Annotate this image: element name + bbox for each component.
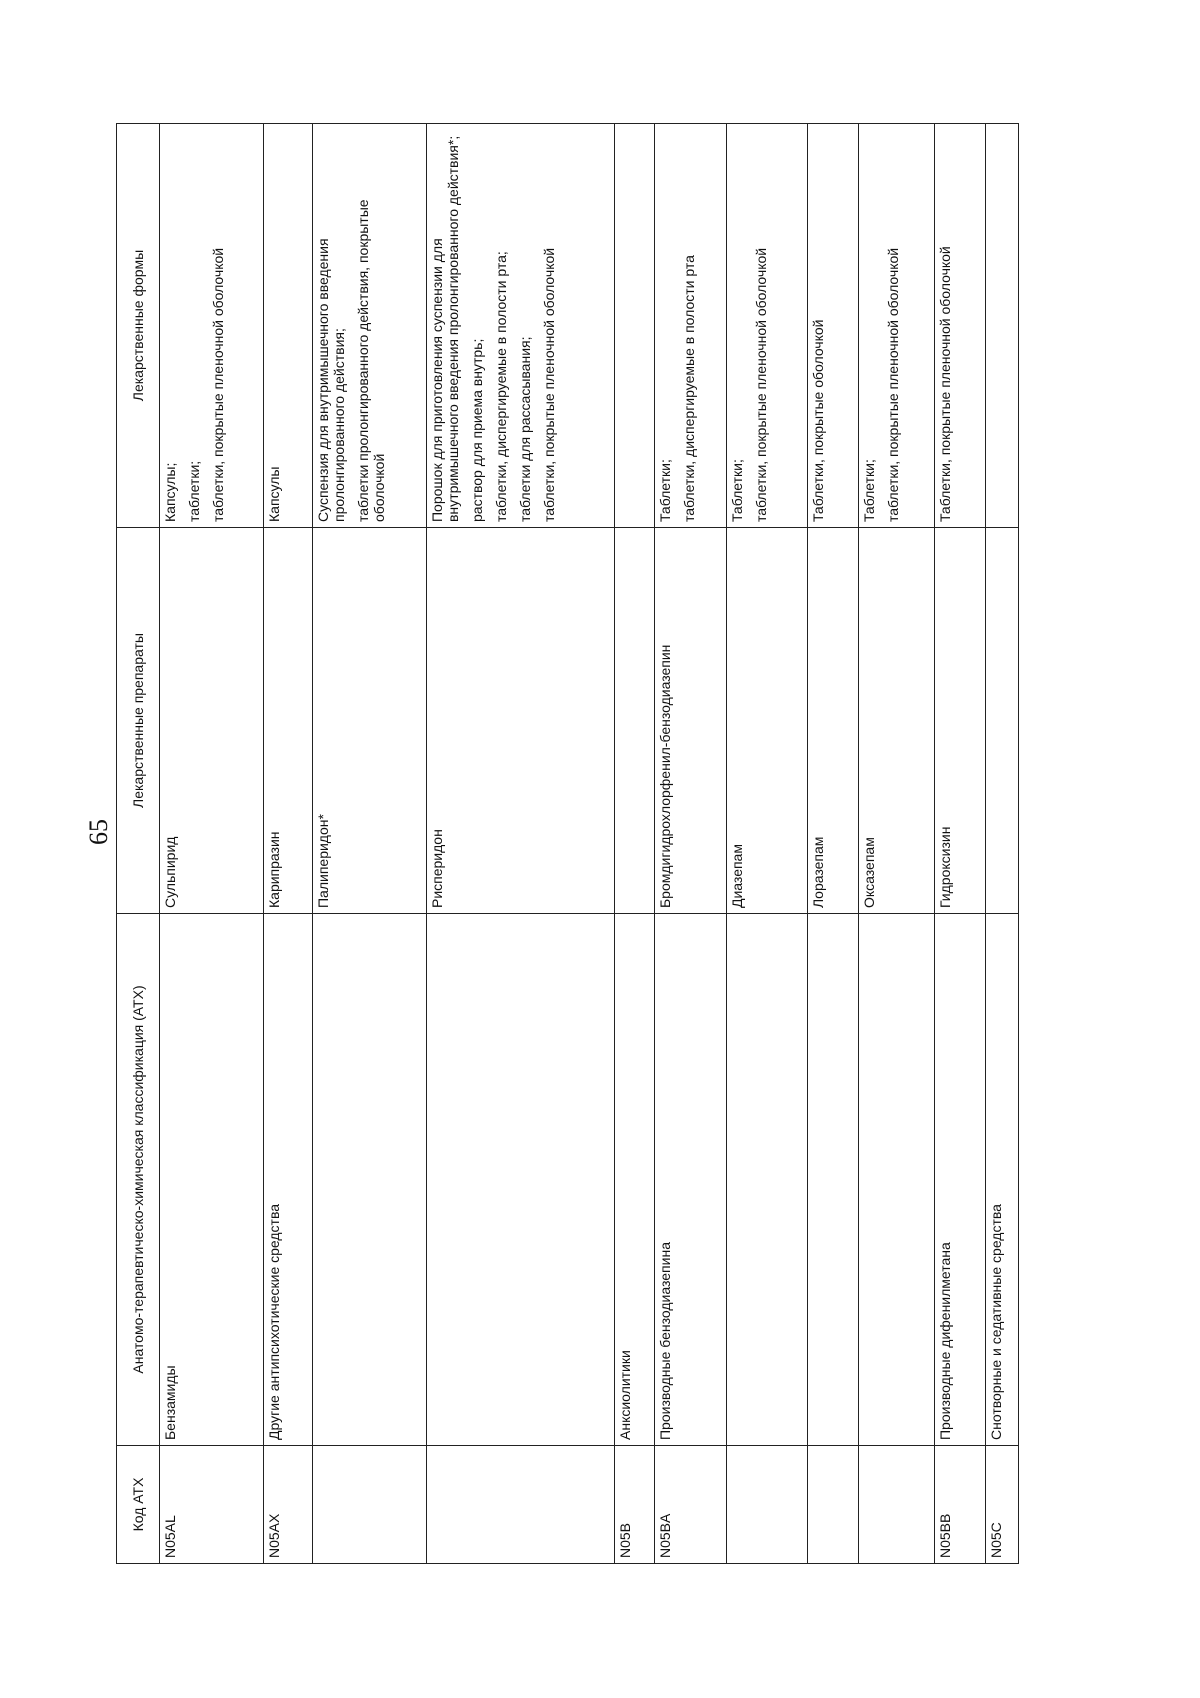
header-row bbox=[117, 124, 160, 1564]
cell-atc bbox=[727, 914, 808, 1446]
table-row bbox=[727, 124, 808, 1564]
cell-forms bbox=[160, 124, 264, 528]
form-line: Таблетки, покрытые оболочкой bbox=[810, 319, 826, 522]
cell-drug: Бромдигидрохлорфенил-бензодиазепин bbox=[655, 528, 727, 914]
cell-atc bbox=[808, 914, 859, 1446]
cell-code: N05B bbox=[615, 1446, 655, 1564]
cell-atc: Производные дифенилметана bbox=[935, 914, 986, 1446]
cell-forms bbox=[313, 124, 427, 528]
table-row bbox=[427, 124, 615, 1564]
cell-drug bbox=[986, 528, 1019, 914]
form-line: таблетки; bbox=[186, 460, 202, 522]
cell-drug: Рисперидон bbox=[427, 528, 615, 914]
table-row bbox=[160, 124, 264, 1564]
drug-table bbox=[116, 123, 1019, 1564]
table-row bbox=[615, 124, 655, 1564]
form-line: Таблетки; bbox=[861, 459, 877, 522]
form-line: Таблетки, покрытые пленочной оболочкой bbox=[937, 246, 953, 522]
form-line: Капсулы; bbox=[162, 462, 178, 522]
cell-forms bbox=[655, 124, 727, 528]
cell-drug: Лоразепам bbox=[808, 528, 859, 914]
cell-code: N05BB bbox=[935, 1446, 986, 1564]
cell-code: N05AL bbox=[160, 1446, 264, 1564]
cell-forms bbox=[859, 124, 935, 528]
cell-atc: Бензамиды bbox=[160, 914, 264, 1446]
table-row bbox=[264, 124, 313, 1564]
cell-atc: Анксиолитики bbox=[615, 914, 655, 1446]
form-line: Таблетки; bbox=[729, 459, 745, 522]
cell-forms bbox=[808, 124, 859, 528]
cell-code bbox=[808, 1446, 859, 1564]
cell-code bbox=[859, 1446, 935, 1564]
form-line: таблетки для рассасывания; bbox=[517, 336, 533, 522]
cell-forms bbox=[615, 124, 655, 528]
cell-code bbox=[427, 1446, 615, 1564]
form-line: раствор для приема внутрь; bbox=[469, 338, 485, 522]
cell-atc: Другие антипсихотические средства bbox=[264, 914, 313, 1446]
form-line: Капсулы bbox=[266, 466, 282, 522]
form-line: Таблетки; bbox=[657, 459, 673, 522]
cell-code bbox=[313, 1446, 427, 1564]
header-code: Код АТХ bbox=[117, 1446, 160, 1564]
table-row bbox=[808, 124, 859, 1564]
form-line: таблетки, покрытые пленочной оболочкой bbox=[541, 247, 557, 522]
header-atc: Анатомо-терапевтическо-химическая классификация (АТХ) bbox=[117, 914, 160, 1446]
cell-forms bbox=[727, 124, 808, 528]
cell-code bbox=[727, 1446, 808, 1564]
cell-drug: Палиперидон* bbox=[313, 528, 427, 914]
cell-code: N05C bbox=[986, 1446, 1019, 1564]
form-line: таблетки, диспергируемые в полости рта; bbox=[493, 251, 509, 522]
cell-forms bbox=[935, 124, 986, 528]
cell-atc bbox=[859, 914, 935, 1446]
cell-drug: Диазепам bbox=[727, 528, 808, 914]
cell-drug: Карипразин bbox=[264, 528, 313, 914]
cell-forms bbox=[264, 124, 313, 528]
header-drugs: Лекарственные препараты bbox=[117, 528, 160, 914]
form-line: таблетки, покрытые пленочной оболочкой bbox=[210, 247, 226, 522]
cell-forms bbox=[986, 124, 1019, 528]
cell-drug: Гидроксизин bbox=[935, 528, 986, 914]
cell-forms bbox=[427, 124, 615, 528]
table-row bbox=[986, 124, 1019, 1564]
cell-code: N05AX bbox=[264, 1446, 313, 1564]
form-line: Суспензия для внутримышечного введения пролонгированного действия; bbox=[315, 238, 347, 522]
form-line: таблетки, диспергируемые в полости рта bbox=[681, 255, 697, 522]
page-number: 65 bbox=[84, 819, 113, 845]
table-row bbox=[313, 124, 427, 1564]
cell-atc: Снотворные и седативные средства bbox=[986, 914, 1019, 1446]
form-line: Порошок для приготовления суспензии для внутримышечного введения пролонгированного действия*; bbox=[429, 135, 461, 522]
rotated-table-container bbox=[116, 124, 1072, 1564]
table-row bbox=[655, 124, 727, 1564]
form-line: таблетки пролонгированного действия, покрытые оболочкой bbox=[355, 199, 387, 522]
cell-drug: Сульпирид bbox=[160, 528, 264, 914]
table-body bbox=[160, 124, 1019, 1564]
form-line: таблетки, покрытые пленочной оболочкой bbox=[885, 247, 901, 522]
cell-atc bbox=[427, 914, 615, 1446]
cell-drug bbox=[615, 528, 655, 914]
header-forms: Лекарственные формы bbox=[117, 124, 160, 528]
cell-atc: Производные бензодиазепина bbox=[655, 914, 727, 1446]
table-row bbox=[859, 124, 935, 1564]
cell-code: N05BA bbox=[655, 1446, 727, 1564]
form-line: таблетки, покрытые пленочной оболочкой bbox=[753, 247, 769, 522]
cell-drug: Оксазепам bbox=[859, 528, 935, 914]
cell-atc bbox=[313, 914, 427, 1446]
table-row bbox=[935, 124, 986, 1564]
